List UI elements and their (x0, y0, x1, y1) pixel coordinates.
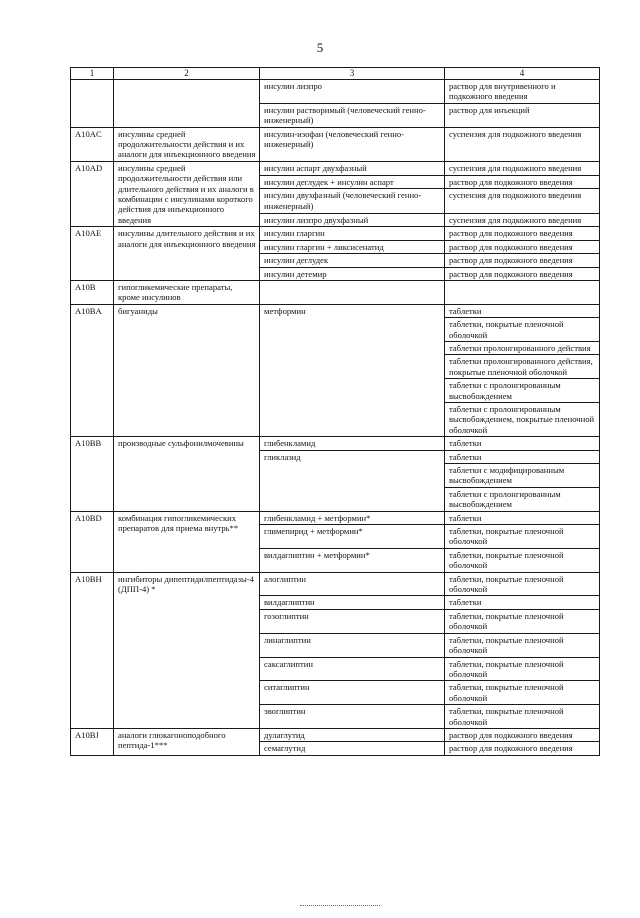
dosage-form-cell: суспензия для подкожного введения (445, 127, 600, 161)
group-name-cell: комбинация гипогликемических препаратов для приема внутрь** (114, 511, 260, 572)
group-name-cell: инсулины средней продолжительности действия и их аналоги для инъекционного введения (114, 127, 260, 161)
drug-name-cell: инсулин-изофан (человеческий генно-инженерный) (260, 127, 445, 161)
dosage-form-cell: раствор для подкожного введения (445, 240, 600, 253)
dosage-form-cell: раствор для подкожного введения (445, 267, 600, 280)
atc-code-cell: A10B (71, 280, 114, 304)
table-row (71, 80, 600, 104)
drug-name-cell (260, 280, 445, 304)
table-row (71, 728, 600, 741)
drug-name-cell: глибенкламид + метформин* (260, 511, 445, 524)
dosage-form-cell: раствор для подкожного введения (445, 175, 600, 189)
drug-name-cell: семаглутид (260, 742, 445, 755)
atc-code-cell: A10BD (71, 511, 114, 572)
atc-code-cell (71, 80, 114, 128)
dosage-form-cell: таблетки, покрытые пленочной оболочкой (445, 609, 600, 633)
page-edge-mark (300, 905, 380, 908)
drug-name-cell: инсулин гларгин + ликсисенатид (260, 240, 445, 253)
dosage-form-cell: таблетки, покрытые пленочной оболочкой (445, 318, 600, 342)
dosage-form-cell (445, 280, 600, 304)
dosage-form-cell: раствор для подкожного введения (445, 254, 600, 267)
dosage-form-cell: таблетки (445, 596, 600, 609)
dosage-form-cell: таблетки с пролонгированным высвобождением (445, 379, 600, 403)
drug-name-cell: саксаглиптин (260, 657, 445, 681)
drug-name-cell: глимепирид + метформин* (260, 525, 445, 549)
dosage-form-cell: таблетки, покрытые пленочной оболочкой (445, 657, 600, 681)
dosage-form-cell: таблетки с пролонгированным высвобождением, покрытые пленочной оболочкой (445, 402, 600, 436)
dosage-form-cell: таблетки, покрытые пленочной оболочкой (445, 705, 600, 729)
drug-name-cell: инсулин двухфазный (человеческий генно-инженерный) (260, 189, 445, 213)
dosage-form-cell: таблетки (445, 450, 600, 463)
drug-name-cell: гликлазид (260, 450, 445, 511)
dosage-form-cell: таблетки пролонгированного действия, покрытые пленочной оболочкой (445, 355, 600, 379)
table-row (71, 572, 600, 596)
dosage-form-cell: раствор для инъекций (445, 103, 600, 127)
column-header-1: 1 (71, 68, 114, 80)
dosage-form-cell: таблетки (445, 437, 600, 450)
dosage-form-cell: таблетки, покрытые пленочной оболочкой (445, 681, 600, 705)
group-name-cell (114, 80, 260, 128)
dosage-form-cell: таблетки, покрытые пленочной оболочкой (445, 633, 600, 657)
drug-name-cell: инсулин лизпро (260, 80, 445, 104)
column-header-4: 4 (445, 68, 600, 80)
table-row (71, 437, 600, 450)
group-name-cell: ингибиторы дипептидилпептидазы-4 (ДПП-4) * (114, 572, 260, 728)
dosage-form-cell: таблетки, покрытые пленочной оболочкой (445, 525, 600, 549)
table-row (71, 511, 600, 524)
dosage-form-cell: раствор для подкожного введения (445, 728, 600, 741)
drug-name-cell: инсулин гларгин (260, 227, 445, 240)
atc-code-cell: A10BH (71, 572, 114, 728)
group-name-cell: инсулины средней продолжительности действия или длительного действия и их аналоги в комбинации с инсулинами короткого действия для инъекционного введения (114, 161, 260, 226)
drug-name-cell: метформин (260, 304, 445, 436)
drug-name-cell: инсулин аспарт двухфазный (260, 161, 445, 175)
dosage-form-cell: таблетки (445, 511, 600, 524)
dosage-form-cell: таблетки с модифицированным высвобождением (445, 464, 600, 488)
table-row (71, 227, 600, 240)
group-name-cell: гипогликемические препараты, кроме инсулинов (114, 280, 260, 304)
dosage-form-cell: раствор для подкожного введения (445, 227, 600, 240)
drug-name-cell: инсулин деглудек + инсулин аспарт (260, 175, 445, 189)
dosage-form-cell: раствор для подкожного введения (445, 742, 600, 755)
group-name-cell: бигуаниды (114, 304, 260, 436)
atc-code-cell: A10BA (71, 304, 114, 436)
column-header-2: 2 (114, 68, 260, 80)
atc-code-cell: A10AC (71, 127, 114, 161)
dosage-form-cell: таблетки, покрытые пленочной оболочкой (445, 572, 600, 596)
dosage-form-cell: таблетки пролонгированного действия (445, 341, 600, 354)
drug-name-cell: вилдаглиптин (260, 596, 445, 609)
table-row (71, 280, 600, 304)
atc-code-cell: A10BJ (71, 728, 114, 755)
dosage-form-cell: таблетки (445, 304, 600, 317)
atc-code-cell: A10BB (71, 437, 114, 511)
dosage-form-cell: раствор для внутривенного и подкожного введения (445, 80, 600, 104)
drug-name-cell: инсулин растворимый (человеческий генно-инженерный) (260, 103, 445, 127)
drug-name-cell: глибенкламид (260, 437, 445, 450)
dosage-form-cell: суспензия для подкожного введения (445, 189, 600, 213)
table-row (71, 304, 600, 317)
drug-name-cell: ситаглиптин (260, 681, 445, 705)
dosage-form-cell: суспензия для подкожного введения (445, 213, 600, 227)
drug-classification-table (70, 67, 600, 756)
group-name-cell: инсулины длительного действия и их аналоги для инъекционного введения (114, 227, 260, 281)
page-number: 5 (316, 40, 324, 55)
dosage-form-cell: таблетки с пролонгированным высвобождением (445, 487, 600, 511)
dosage-form-cell: таблетки, покрытые пленочной оболочкой (445, 548, 600, 572)
drug-name-cell: линаглиптин (260, 633, 445, 657)
atc-code-cell: A10AD (71, 161, 114, 226)
drug-name-cell: инсулин деглудек (260, 254, 445, 267)
table-header-row (71, 68, 600, 80)
dosage-form-cell: суспензия для подкожного введения (445, 161, 600, 175)
group-name-cell: производные сульфонилмочевины (114, 437, 260, 511)
table-row (71, 161, 600, 175)
table-row (71, 127, 600, 161)
drug-name-cell: инсулин детемир (260, 267, 445, 280)
drug-name-cell: вилдаглиптин + метформин* (260, 548, 445, 572)
drug-name-cell: гозоглиптин (260, 609, 445, 633)
drug-name-cell: дулаглутид (260, 728, 445, 741)
drug-name-cell: инсулин лизпро двухфазный (260, 213, 445, 227)
group-name-cell: аналоги глюкагоноподобного пептида-1*** (114, 728, 260, 755)
drug-name-cell: алоглиптин (260, 572, 445, 596)
drug-name-cell: эвоглиптин (260, 705, 445, 729)
column-header-3: 3 (260, 68, 445, 80)
atc-code-cell: A10AE (71, 227, 114, 281)
